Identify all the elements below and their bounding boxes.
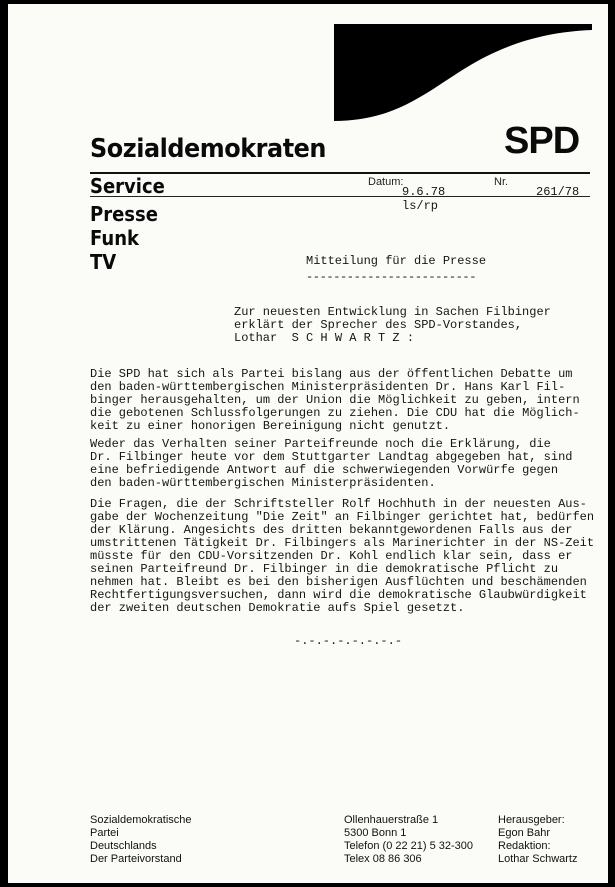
curve-shape	[334, 24, 592, 121]
paragraph-2: Weder das Verhalten seiner Parteifreunde noch die Erklärung, die Dr. Filbinger heute vor dem Stuttgarter Landtag abgegeben hat, sind eine befriedigende Antwort auf die schwerwiegenden Vorwürfe gegen den baden-württembergischen Ministerpräsidenten.	[90, 437, 573, 490]
intro-statement: Zur neuesten Entwicklung in Sachen Filbinger erklärt der Sprecher des SPD-Vorstandes, Lothar S C H W A R T Z :	[234, 305, 551, 345]
number-value: 261/78	[536, 185, 580, 199]
reference-initials: ls/rp	[402, 199, 439, 213]
spd-logo-graphic	[334, 24, 592, 121]
service-rule	[90, 196, 590, 197]
header-rule	[90, 172, 590, 174]
date-label: Datum:	[368, 176, 404, 188]
number-label: Nr.	[494, 176, 509, 188]
nav-tv: TV	[90, 250, 117, 274]
brand-title: Sozialdemokraten	[90, 134, 327, 164]
footer-address: Ollenhauerstraße 1 5300 Bonn 1 Telefon (0 22 21) 5 32-300 Telex 08 86 306	[344, 814, 474, 865]
footer-organization: Sozialdemokratische Partei Deutschlands Der Parteivorstand	[90, 814, 192, 865]
closing-mark: -.-.-.-.-.-.-.-	[294, 634, 403, 648]
paragraph-3: Die Fragen, die der Schriftsteller Rolf Hochhuth in der neuesten Aus- gabe der Wochenzeitung "Die Zeit" an Filbinger gerichtet hat, bedürfen der Klärung. Angesichts des dritten bekanntgewordenen Falls aus der umstrittenen Tätigkeit Dr. Filbingers als Marinerichter in der NS-Zeit müsste für den CDU-Vorsitzenden Dr. Kohl endlich klar sein, dass er seinen Parteifreund Dr. Filbinger in die demokratische Pflicht zu nehmen hat. Bleibt es bei den bisherigen Ausflüchten und beschämenden Rechtfertigungsversuchen, dann wird die demokratische Glaubwürdigkeit der zweiten deutschen Demokratie aufs Spiel gesetzt.	[90, 497, 595, 615]
party-logo-text: SPD	[504, 120, 580, 162]
paragraph-1: Die SPD hat sich als Partei bislang aus der öffentlichen Debatte um den baden-württembergischen Ministerpräsidenten Dr. Hans Karl Fil- binger herausgehalten, um der Union die Möglichkeit zu geben, intern die gebotenen Schlussfolgerungen zu ziehen. Die CDU hat die Möglich- keit zu einer honorigen Bereinigung nicht genutzt.	[90, 367, 580, 433]
nav-presse: Presse	[90, 202, 158, 226]
nav-service: Service	[90, 174, 165, 198]
nav-funk: Funk	[90, 226, 140, 250]
letterhead-page	[8, 4, 608, 883]
date-value: 9.6.78	[402, 185, 446, 199]
footer-publisher: Herausgeber: Egon Bahr Redaktion: Lothar Schwartz	[498, 814, 578, 865]
document-heading: Mitteilung für die Presse	[306, 254, 487, 268]
heading-underline: -------------------------	[306, 270, 477, 284]
